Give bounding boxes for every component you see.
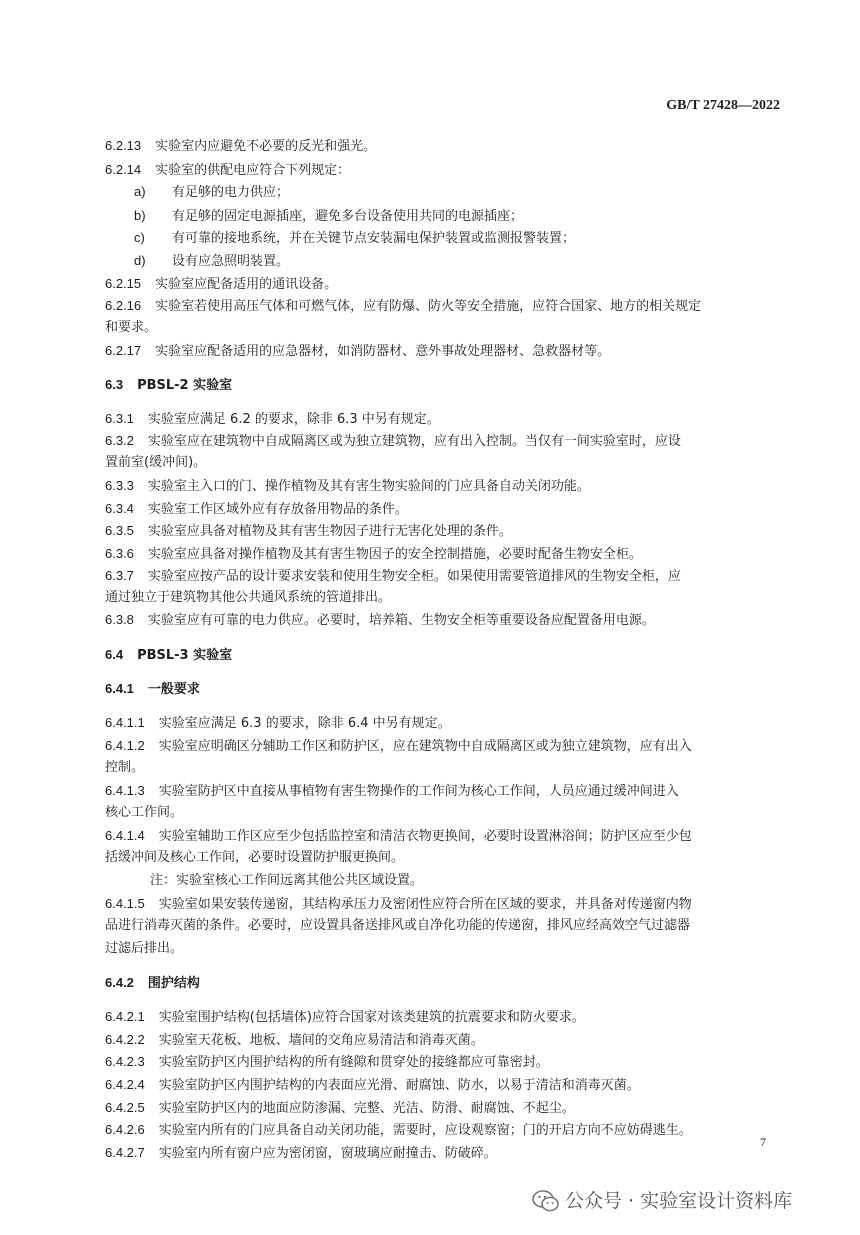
clause-text: 实验室的供配电应符合下列规定： — [155, 163, 351, 178]
clause-number: 6.3.1 — [105, 411, 134, 426]
clause-number: 6.4.1.4 — [105, 828, 145, 843]
list-item-c — [134, 228, 814, 248]
clause-text: 实验室应有可靠的电力供应。必要时，培养箱、生物安全柜等重要设备应配置备用电源。 — [147, 613, 655, 628]
list-item-d — [134, 251, 814, 271]
clause-number: 6.3.3 — [105, 478, 134, 493]
clause-text: 实验室如果安装传递窗，其结构承压力及密闭性应符合所在区域的要求，并具备对传递窗内物 — [158, 897, 692, 912]
wechat-icon — [532, 1190, 560, 1212]
list-marker: b) — [134, 208, 146, 223]
section-number: 6.3 — [105, 377, 124, 392]
clause-6-2-17 — [105, 341, 785, 361]
clause-6-4-1-1 — [105, 713, 785, 733]
clause-text: 实验室内所有的门应具备自动关闭功能，需要时，应设观察窗；门的开启方向不应妨碍逃生。 — [158, 1123, 692, 1138]
clause-6-4-2-5 — [105, 1098, 785, 1118]
list-text: 有可靠的接地系统，并在关键节点安装漏电保护装置或监测报警装置； — [172, 231, 576, 246]
clause-6-3-7 — [105, 566, 785, 586]
clause-continuation: 和要求。 — [105, 320, 158, 335]
clause-6-4-1-2 — [105, 736, 785, 756]
clause-text: 实验室防护区内围护结构的内表面应光滑、耐腐蚀、防水，以易于清洁和消毒灭菌。 — [158, 1078, 640, 1093]
note: 注：实验室核心工作间远离其他公共区域设置。 — [150, 873, 424, 888]
clause-6-2-13 — [105, 136, 785, 156]
clause-number: 6.4.1.1 — [105, 715, 145, 730]
clause-text: 实验室防护区中直接从事植物有害生物操作的工作间为核心工作间，人员应通过缓冲间进入 — [158, 784, 679, 799]
clause-number: 6.3.5 — [105, 523, 134, 538]
section-title: 围护结构 — [147, 976, 200, 991]
clause-text: 实验室内所有窗户应为密闭窗，窗玻璃应耐撞击、防破碎。 — [158, 1146, 497, 1161]
clause-6-4-2-1 — [105, 1007, 785, 1027]
clause-6-4-2-7 — [105, 1143, 785, 1163]
clause-continuation: 括缓冲间及核心工作间，必要时设置防护服更换间。 — [105, 850, 405, 865]
clause-number: 6.4.2.2 — [105, 1032, 145, 1047]
list-item-a — [134, 182, 814, 202]
list-text: 有足够的电力供应； — [172, 185, 290, 200]
watermark: 公众号 · 实验室设计资料库 — [565, 1190, 793, 1212]
standard-number: GB/T 27428—2022 — [666, 98, 780, 113]
clause-number: 6.4.2.1 — [105, 1009, 145, 1024]
clause-text: 实验室应满足 6.3 的要求，除非 6.4 中另有规定。 — [158, 716, 451, 731]
clause-number: 6.3.2 — [105, 433, 134, 448]
clause-text: 实验室若使用高压气体和可燃气体，应有防爆、防火等安全措施，应符合国家、地方的相关规定 — [155, 299, 702, 314]
section-6-3-heading — [105, 375, 785, 395]
subsection-6-4-2-heading — [105, 973, 785, 993]
clause-number: 6.3.6 — [105, 546, 134, 561]
clause-6-2-16 — [105, 296, 785, 316]
section-title: 一般要求 — [147, 682, 200, 697]
clause-text: 实验室防护区内的地面应防渗漏、完整、光洁、防滑、耐腐蚀、不起尘。 — [158, 1101, 575, 1116]
clause-6-4-2-6 — [105, 1120, 785, 1140]
clause-continuation: 核心工作间。 — [105, 805, 184, 820]
clause-number: 6.2.13 — [105, 138, 142, 153]
clause-text: 实验室应具备对植物及其有害生物因子进行无害化处理的条件。 — [147, 524, 512, 539]
clause-number: 6.2.15 — [105, 276, 142, 291]
clause-6-2-14 — [105, 160, 785, 180]
clause-6-4-1-5 — [105, 894, 785, 914]
clause-number: 6.3.7 — [105, 568, 134, 583]
clause-6-3-3 — [105, 476, 785, 496]
clause-continuation: 置前室(缓冲间)。 — [105, 455, 207, 470]
section-title: PBSL-2 实验室 — [137, 378, 233, 393]
clause-6-3-1 — [105, 409, 785, 429]
clause-number: 6.4.2.3 — [105, 1054, 145, 1069]
clause-6-4-2-2 — [105, 1030, 785, 1050]
clause-text: 实验室应配备适用的通讯设备。 — [155, 277, 338, 292]
clause-number: 6.4.1.3 — [105, 783, 145, 798]
clause-number: 6.4.2.5 — [105, 1100, 145, 1115]
clause-number: 6.2.17 — [105, 343, 142, 358]
list-text: 设有应急照明装置。 — [172, 254, 290, 269]
clause-text: 实验室内应避免不必要的反光和强光。 — [155, 139, 377, 154]
clause-text: 实验室工作区域外应有存放备用物品的条件。 — [147, 502, 408, 517]
page-number: 7 — [760, 1135, 766, 1149]
clause-number: 6.4.1.5 — [105, 896, 145, 911]
clause-6-3-8 — [105, 610, 785, 630]
clause-text: 实验室应按产品的设计要求安装和使用生物安全柜。如果使用需要管道排风的生物安全柜，应 — [147, 569, 681, 584]
clause-number: 6.4.2.7 — [105, 1145, 145, 1160]
list-marker: d) — [134, 253, 146, 268]
clause-number: 6.2.14 — [105, 162, 142, 177]
clause-number: 6.4.2.4 — [105, 1077, 145, 1092]
clause-number: 6.3.8 — [105, 612, 134, 627]
section-number: 6.4.1 — [105, 681, 134, 696]
clause-text: 实验室辅助工作区应至少包括监控室和清洁衣物更换间，必要时设置淋浴间；防护区应至少包 — [158, 829, 692, 844]
clause-continuation: 过滤后排出。 — [105, 941, 184, 956]
list-marker: a) — [134, 184, 146, 199]
clause-6-3-6 — [105, 544, 785, 564]
section-6-4-heading — [105, 645, 785, 665]
clause-6-3-4 — [105, 499, 785, 519]
subsection-6-4-1-heading — [105, 679, 785, 699]
section-title: PBSL-3 实验室 — [137, 648, 233, 663]
clause-text: 实验室应配备适用的应急器材，如消防器材、意外事故处理器材、急救器材等。 — [155, 344, 611, 359]
list-item-b — [134, 206, 814, 226]
list-marker: c) — [134, 230, 145, 245]
section-number: 6.4.2 — [105, 975, 134, 990]
clause-6-4-1-3 — [105, 781, 785, 801]
clause-continuation: 品进行消毒灭菌的条件。必要时，应设置具备送排风或自净化功能的传递窗，排风应经高效空气过滤器 — [105, 918, 691, 933]
clause-text: 实验室天花板、地板、墙间的交角应易清洁和消毒灭菌。 — [158, 1033, 484, 1048]
clause-text: 实验室防护区内围护结构的所有缝隙和贯穿处的接缝都应可靠密封。 — [158, 1055, 549, 1070]
clause-text: 实验室围护结构(包括墙体)应符合国家对该类建筑的抗震要求和防火要求。 — [158, 1010, 585, 1025]
clause-text: 实验室应满足 6.2 的要求，除非 6.3 中另有规定。 — [147, 412, 440, 427]
clause-continuation: 控制。 — [105, 760, 145, 775]
clause-6-4-2-4 — [105, 1075, 785, 1095]
clause-number: 6.4.2.6 — [105, 1122, 145, 1137]
clause-text: 实验室应在建筑物中自成隔离区或为独立建筑物，应有出入控制。当仅有一间实验室时，应设 — [147, 434, 681, 449]
clause-6-2-15 — [105, 274, 785, 294]
clause-text: 实验室应明确区分辅助工作区和防护区，应在建筑物中自成隔离区或为独立建筑物，应有出入 — [158, 739, 692, 754]
list-text: 有足够的固定电源插座，避免多台设备使用共同的电源插座； — [172, 209, 524, 224]
clause-number: 6.3.4 — [105, 501, 134, 516]
clause-text: 实验室应具备对操作植物及其有害生物因子的安全控制措施，必要时配备生物安全柜。 — [147, 547, 642, 562]
section-number: 6.4 — [105, 647, 124, 662]
clause-6-4-2-3 — [105, 1052, 785, 1072]
clause-text: 实验室主入口的门、操作植物及其有害生物实验间的门应具备自动关闭功能。 — [147, 479, 590, 494]
clause-continuation: 通过独立于建筑物其他公共通风系统的管道排出。 — [105, 590, 392, 605]
clause-6-3-5 — [105, 521, 785, 541]
clause-number: 6.2.16 — [105, 298, 142, 313]
clause-6-4-1-4 — [105, 826, 785, 846]
clause-number: 6.4.1.2 — [105, 738, 145, 753]
clause-6-3-2 — [105, 431, 785, 451]
